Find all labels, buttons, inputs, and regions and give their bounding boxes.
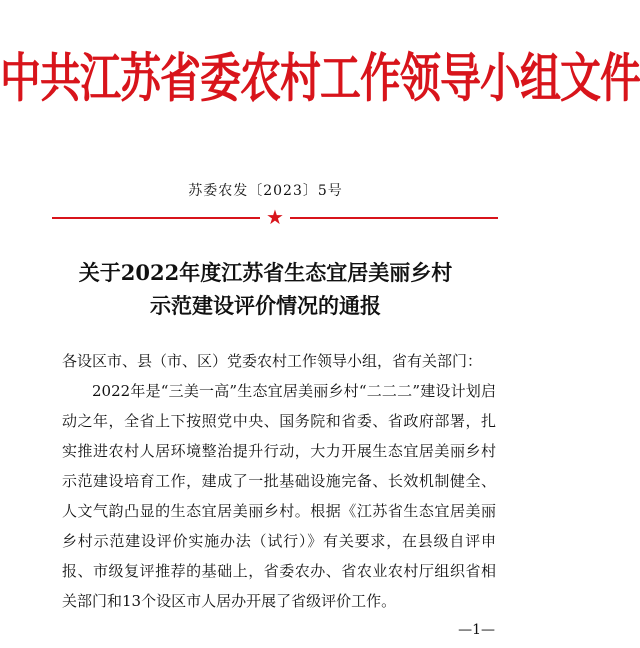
- title-line-2: 示范建设评价情况的通报: [150, 293, 381, 318]
- divider-line-left: [52, 217, 260, 219]
- red-divider: [52, 205, 498, 230]
- salutation: 各设区市、县（市、区）党委农村工作领导小组，省有关部门：: [62, 352, 483, 370]
- document-number: 苏委农发〔2023〕5号: [188, 183, 343, 199]
- document-title: [0, 256, 531, 322]
- body-paragraph: 2022年是“三美一高”生态宜居美丽乡村“二二二”建设计划启动之年，全省上下按照党中央、国务院和省委、省政府部署，扎实推进农村人居环境整治提升行动，大力开展生态宜居美丽乡村示范建设培育工作，建成了一批基础设施完备、长效机制健全、人文气韵凸显的生态宜居美丽乡村。根据《江苏省生态宜居美丽乡村示范建设评价实施办法（试行）》有关要求，在县级自评申报、市级复评推荐的基础上，省委农办、省农业农村厅组织省相关部门和13个设区市人居办开展了省级评价工作。: [62, 382, 496, 610]
- issuer-header: 中共江苏省委农村工作领导小组文件: [0, 47, 640, 109]
- document-body: [62, 346, 496, 616]
- page-number: —1—: [458, 622, 495, 638]
- title-line-1: 关于2022年度江苏省生态宜居美丽乡村: [78, 260, 453, 285]
- divider-line-right: [290, 217, 498, 219]
- star-icon: ★: [266, 205, 284, 229]
